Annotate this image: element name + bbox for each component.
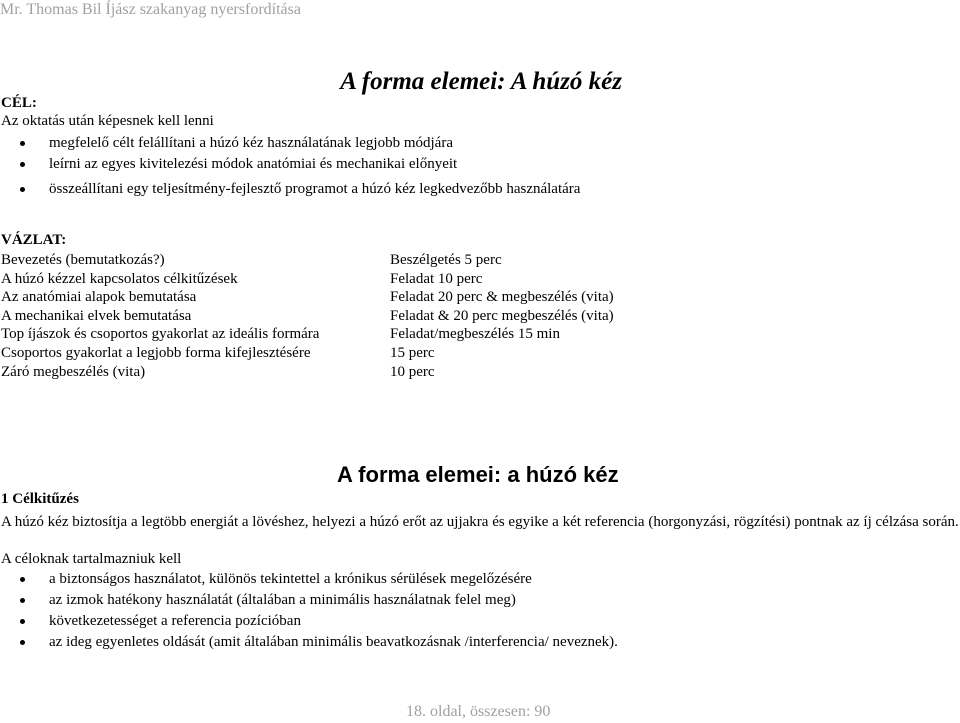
outline-times <box>390 251 614 381</box>
outline-time: 15 perc <box>390 344 435 361</box>
outline-time: 10 perc <box>390 363 435 380</box>
goals-content-list <box>0 569 618 653</box>
goal-list <box>0 133 580 200</box>
section-heading: 1 Célkitűzés <box>1 491 79 507</box>
bullet-icon <box>20 619 25 624</box>
outline-topic: Csoportos gyakorlat a legjobb forma kifejlesztésére <box>1 344 311 361</box>
outline-topic: Bevezetés (bemutatkozás?) <box>1 252 165 268</box>
page-number: 18. oldal, összesen: 90 <box>406 703 551 720</box>
bullet-icon <box>20 577 25 582</box>
list-item: megfelelő célt felállítani a húzó kéz használatának legjobb módjára <box>0 133 580 154</box>
list-item: az izmok hatékony használatát (általában a minimális használatnak felel meg) <box>0 590 618 611</box>
outline-time: Feladat/megbeszélés 15 min <box>390 326 560 343</box>
outline-time: Feladat 20 perc & megbeszélés (vita) <box>390 289 614 306</box>
goal-intro: Az oktatás után képesnek kell lenni <box>1 113 214 129</box>
outline-topic: A mechanikai elvek bemutatása <box>1 307 192 324</box>
outline-time: Beszélgetés 5 perc <box>390 252 502 268</box>
section-title-2: A forma elemei: a húzó kéz <box>337 462 619 487</box>
bullet-icon <box>20 598 25 603</box>
list-item: következetességet a referencia pozícióban <box>0 611 618 632</box>
list-item: a biztonságos használatot, különös tekintettel a krónikus sérülések megelőzésére <box>0 569 618 590</box>
section-title: A forma elemei: A húzó kéz <box>340 68 622 95</box>
bullet-icon <box>20 162 25 167</box>
outline-time: Feladat & 20 perc megbeszélés (vita) <box>390 307 614 324</box>
outline-topic: Top íjászok és csoportos gyakorlat az ideális formára <box>1 326 320 343</box>
list-intro: A céloknak tartalmazniuk kell <box>1 551 182 567</box>
document-header-title: Mr. Thomas Bil Íjász szakanyag nyersfordítása <box>0 1 301 18</box>
bullet-icon <box>20 187 25 192</box>
body-paragraph: A húzó kéz biztosítja a legtöbb energiát a lövéshez, helyezi a húzó erőt az ujjakra és egyike a két referencia (horgonyzási, rögzítési) pontnak az íj célzása során. <box>1 514 959 530</box>
outline-topic: A húzó kézzel kapcsolatos célkitűzések <box>1 270 238 287</box>
bullet-icon <box>20 640 25 645</box>
outline-label: VÁZLAT: <box>1 232 67 248</box>
outline-topic: Az anatómiai alapok bemutatása <box>1 289 197 306</box>
outline-topics <box>1 251 319 381</box>
outline-time: Feladat 10 perc <box>390 270 483 287</box>
bullet-icon <box>20 141 25 146</box>
list-item: összeállítani egy teljesítmény-fejlesztő programot a húzó kéz legkedvezőbb használatára <box>0 179 580 200</box>
list-item: leírni az egyes kivitelezési módok anatómiai és mechanikai előnyeit <box>0 154 580 175</box>
outline-topic: Záró megbeszélés (vita) <box>1 363 146 380</box>
goal-label: CÉL: <box>1 95 37 111</box>
list-item: az ideg egyenletes oldását (amit általában minimális beavatkozásnak /interferencia/ neveznek). <box>0 632 618 653</box>
